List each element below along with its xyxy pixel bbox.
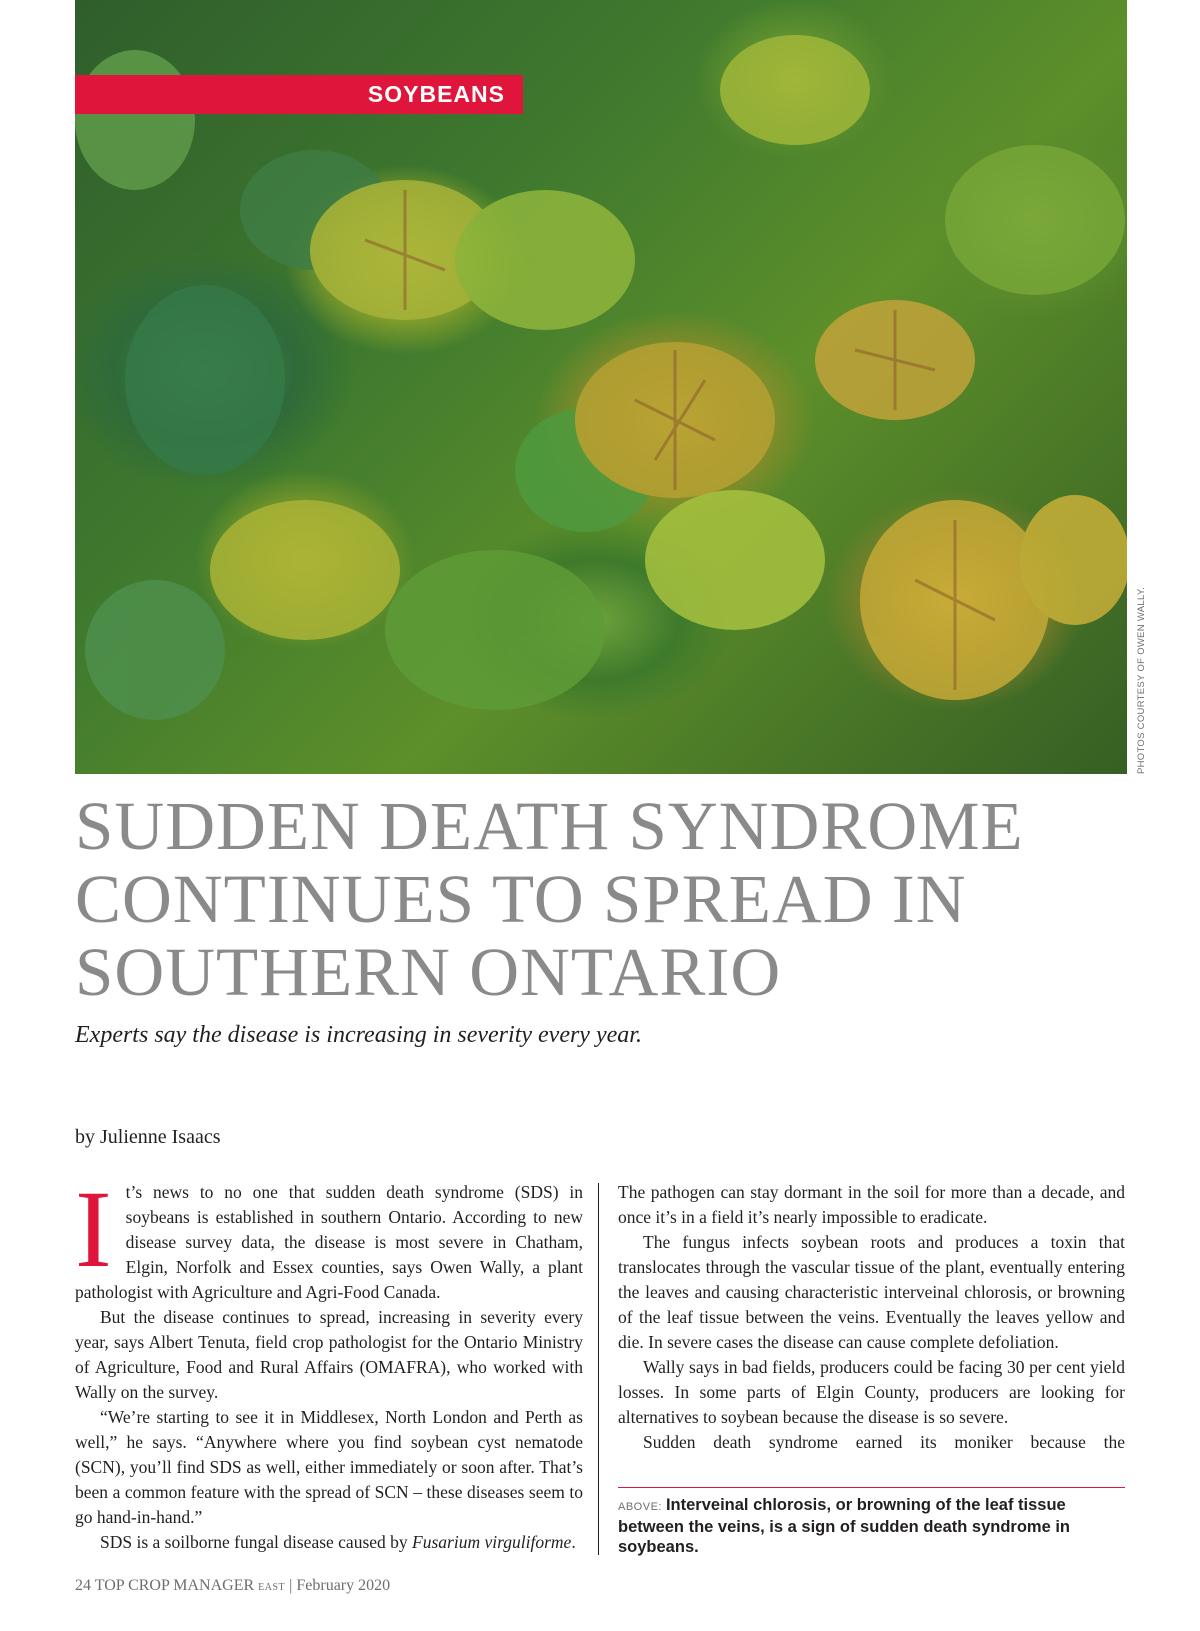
body-column-right [618, 1180, 1125, 1455]
caption-divider [618, 1487, 1125, 1488]
byline: by Julienne Isaacs [75, 1126, 221, 1148]
photo-credit: PHOTOS COURTESY OF OWEN WALLY. [1136, 586, 1147, 774]
column-divider [598, 1183, 599, 1555]
section-label: SOYBEANS [367, 81, 505, 107]
section-tag [75, 75, 523, 114]
caption-label: ABOVE: [618, 1501, 662, 1513]
deck: Experts say the disease is increasing in severity every year. [75, 1022, 642, 1048]
species-name: Fusarium virguliforme [412, 1532, 572, 1552]
body-paragraph: The fungus infects soybean roots and produces a toxin that translocates through the vascular tissue of the plant, eventually entering the leaves and causing characteristic interveinal chlorosis, or browning of the leaf tissue between the veins. Eventually the leaves yellow and die. In severe cases the disease can cause complete defoliation. [618, 1232, 1125, 1352]
body-column-left [75, 1168, 583, 1555]
hero-photo [75, 0, 1127, 774]
drop-cap: I [75, 1168, 112, 1290]
caption-text: Interveinal chlorosis, or browning of the leaf tissue between the veins, is a sign of sudden death syndrome in soybeans. [618, 1496, 1071, 1556]
magazine-edition: EAST [258, 1582, 286, 1593]
headline-line-3: SOUTHERN ONTARIO [75, 934, 782, 1010]
issue-date: February 2020 [296, 1577, 391, 1594]
body-paragraph: “We’re starting to see it in Middlesex, North London and Perth as well,” he says. “Anywhere where you find soybean cyst nematode (SCN), you’ll find SDS as well, either immediately or soon after. That’s been a common feature with the spread of SCN – these diseases seem to go hand-in-hand.” [75, 1407, 583, 1527]
headline-line-1: SUDDEN DEATH SYNDROME [75, 788, 1024, 864]
soybean-leaves-image [75, 0, 1127, 774]
page-number: 24 [75, 1577, 91, 1594]
magazine-name: TOP CROP MANAGER [94, 1577, 255, 1594]
body-paragraph: Wally says in bad fields, producers could be facing 30 per cent yield losses. In some parts of Elgin County, producers are looking for alternatives to soybean because the disease is so severe. [618, 1357, 1125, 1427]
body-paragraph: The pathogen can stay dormant in the soil for more than a decade, and once it’s in a field it’s nearly impossible to eradicate. [618, 1182, 1125, 1227]
body-paragraph: Sudden death syndrome earned its moniker because the [643, 1432, 1125, 1452]
page-folio [75, 1577, 390, 1595]
body-paragraph: It’s news to no one that sudden death syndrome (SDS) in soybeans is established in southern Ontario. According to new disease survey data, the disease is most severe in Chatham, Elgin, Norfolk and Essex counties, says Owen Wally, a plant pathologist with Agriculture and Agri-Food Canada. [75, 1168, 583, 1302]
body-paragraph: But the disease continues to spread, increasing in severity every year, says Albert Tenuta, field crop pathologist for the Ontario Ministry of Agriculture, Food and Rural Affairs (OMAFRA), who worked with Wally on the survey. [75, 1307, 583, 1402]
headline-line-2: CONTINUES TO SPREAD IN [75, 861, 967, 937]
photo-caption [618, 1495, 1088, 1557]
headline [75, 790, 1135, 1009]
body-paragraph: SDS is a soilborne fungal disease caused by Fusarium virguliforme. [100, 1532, 576, 1552]
folio-separator: | [289, 1577, 293, 1594]
